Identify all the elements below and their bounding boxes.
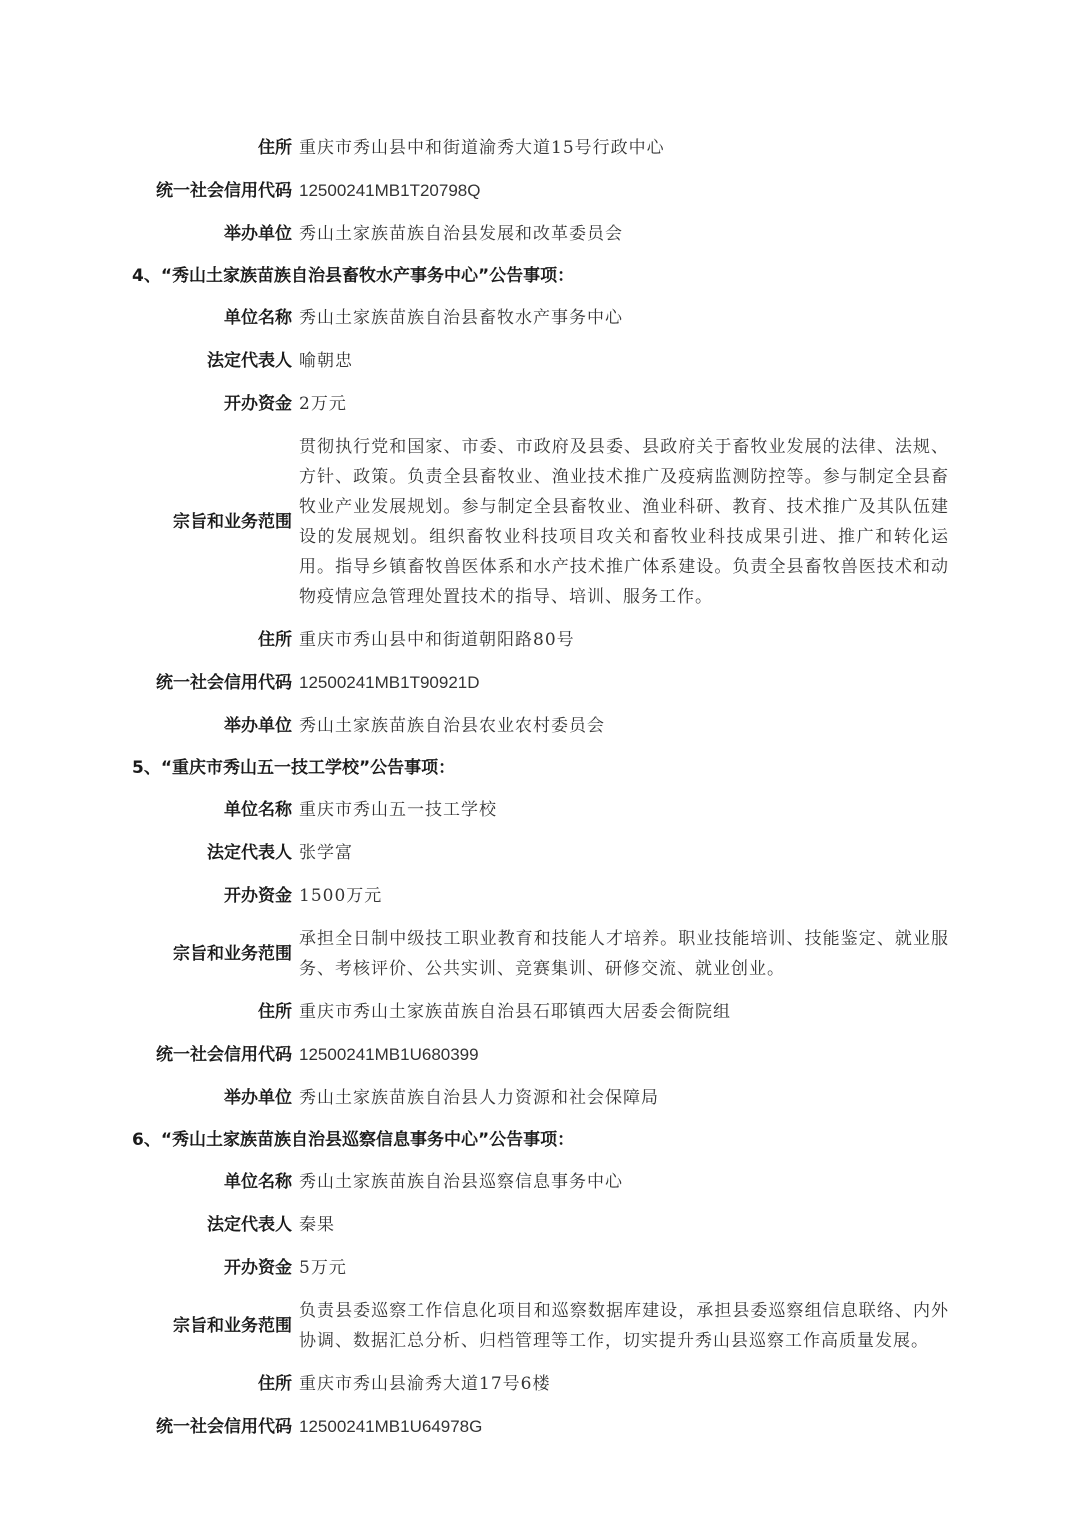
field-label: 单位名称 [224, 308, 292, 328]
field-value: 负责县委巡察工作信息化项目和巡察数据库建设，承担县委巡察组信息联络、内外协调、数据汇总分析、归档管理等工作，切实提升秀山县巡察工作高质量发展。 [299, 1301, 949, 1351]
document-content [0, 133, 1074, 1455]
field-label: 住所 [258, 1374, 292, 1394]
field-value: 秀山土家族苗族自治县发展和改革委员会 [299, 224, 623, 244]
field-label: 宗旨和业务范围 [173, 944, 292, 964]
field-row-legal-rep [0, 1210, 1074, 1240]
field-label: 住所 [258, 138, 292, 158]
field-label: 单位名称 [224, 800, 292, 820]
field-value: 秦果 [299, 1215, 335, 1235]
field-value: 贯彻执行党和国家、市委、市政府及县委、县政府关于畜牧业发展的法律、法规、方针、政策。负责全县畜牧业、渔业技术推广及疫病监测防控等。参与制定全县畜牧业产业发展规划。参与制定全县畜牧业、渔业科研、教育、技术推广及其队伍建设的发展规划。组织畜牧业科技项目攻关和畜牧业科技成果引进、推广和转化运用。指导乡镇畜牧兽医体系和水产技术推广体系建设。负责全县畜牧兽医技术和动物疫情应急管理处置技术的指导、培训、服务工作。 [299, 437, 949, 607]
field-row-scope [0, 1296, 1074, 1356]
field-row-sponsor [0, 1083, 1074, 1113]
field-label: 开办资金 [224, 886, 292, 906]
field-label: 住所 [258, 630, 292, 650]
field-row-funds [0, 389, 1074, 419]
field-row-address [0, 1369, 1074, 1399]
field-label: 法定代表人 [207, 843, 292, 863]
field-value: 重庆市秀山五一技工学校 [299, 800, 497, 820]
field-row-legal-rep [0, 346, 1074, 376]
field-row-address [0, 133, 1074, 163]
field-value: 秀山土家族苗族自治县畜牧水产事务中心 [299, 308, 623, 328]
field-label: 开办资金 [224, 1258, 292, 1278]
field-value: 5万元 [299, 1258, 347, 1278]
field-row-credit-code [0, 1040, 1074, 1070]
field-label: 宗旨和业务范围 [173, 1316, 292, 1336]
field-row-unit-name [0, 795, 1074, 825]
field-label: 统一社会信用代码 [156, 1417, 292, 1437]
field-label: 宗旨和业务范围 [173, 512, 292, 532]
field-label: 法定代表人 [207, 1215, 292, 1235]
field-row-unit-name [0, 1167, 1074, 1197]
field-row-sponsor [0, 219, 1074, 249]
field-row-address [0, 997, 1074, 1027]
field-label: 统一社会信用代码 [156, 1045, 292, 1065]
field-row-credit-code [0, 668, 1074, 698]
field-row-credit-code [0, 176, 1074, 206]
field-value: 重庆市秀山土家族苗族自治县石耶镇西大居委会衙院组 [299, 1002, 731, 1022]
field-label: 住所 [258, 1002, 292, 1022]
field-value: 12500241MB1T20798Q [299, 181, 481, 200]
field-row-funds [0, 1253, 1074, 1283]
field-value: 2万元 [299, 394, 347, 414]
field-row-legal-rep [0, 838, 1074, 868]
field-row-funds [0, 881, 1074, 911]
field-value: 重庆市秀山县中和街道渝秀大道15号行政中心 [299, 138, 665, 158]
section-heading: 4、“秀山土家族苗族自治县畜牧水产事务中心”公告事项： [132, 266, 575, 286]
field-row-scope [0, 432, 1074, 612]
field-value: 12500241MB1U64978G [299, 1417, 483, 1436]
field-value: 1500万元 [299, 886, 383, 906]
field-label: 统一社会信用代码 [156, 181, 292, 201]
section-heading: 5、“重庆市秀山五一技工学校”公告事项： [132, 758, 456, 778]
field-row-unit-name [0, 303, 1074, 333]
field-value: 12500241MB1U680399 [299, 1045, 479, 1064]
field-value: 重庆市秀山县中和街道朝阳路80号 [299, 630, 575, 650]
field-label: 法定代表人 [207, 351, 292, 371]
field-value: 秀山土家族苗族自治县人力资源和社会保障局 [299, 1088, 659, 1108]
field-value: 12500241MB1T90921D [299, 673, 480, 692]
field-row-credit-code [0, 1412, 1074, 1442]
field-label: 举办单位 [224, 224, 292, 244]
field-label: 举办单位 [224, 1088, 292, 1108]
field-row-address [0, 625, 1074, 655]
field-value: 承担全日制中级技工职业教育和技能人才培养。职业技能培训、技能鉴定、就业服务、考核评价、公共实训、竞赛集训、研修交流、就业创业。 [299, 929, 949, 979]
field-value: 喻朝忠 [299, 351, 353, 371]
field-label: 开办资金 [224, 394, 292, 414]
field-label: 统一社会信用代码 [156, 673, 292, 693]
field-value: 秀山土家族苗族自治县农业农村委员会 [299, 716, 605, 736]
field-value: 重庆市秀山县渝秀大道17号6楼 [299, 1374, 551, 1394]
field-row-sponsor [0, 711, 1074, 741]
field-row-scope [0, 924, 1074, 984]
field-value: 张学富 [299, 843, 353, 863]
section-heading: 6、“秀山土家族苗族自治县巡察信息事务中心”公告事项： [132, 1130, 575, 1150]
field-value: 秀山土家族苗族自治县巡察信息事务中心 [299, 1172, 623, 1192]
field-label: 单位名称 [224, 1172, 292, 1192]
field-label: 举办单位 [224, 716, 292, 736]
